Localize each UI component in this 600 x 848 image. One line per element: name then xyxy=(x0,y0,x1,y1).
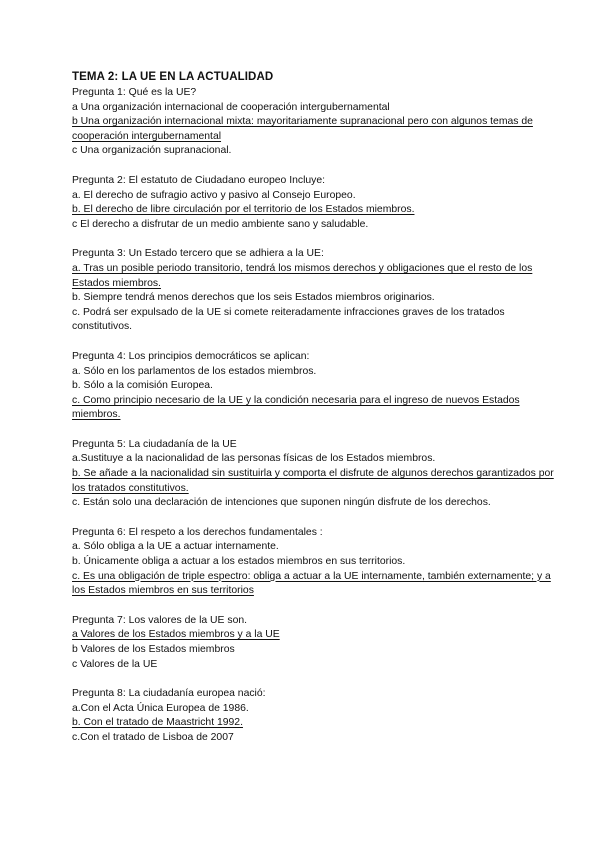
option-c-correct: c. Es una obligación de triple espectro: obliga a actuar a la UE internamente, también externamente; y a los Estados miembros en sus territorios xyxy=(72,570,551,597)
option-a: a Una organización internacional de cooperación intergubernamental xyxy=(72,101,390,113)
question-7 xyxy=(72,614,560,672)
question-4 xyxy=(72,350,560,423)
question-prompt: Pregunta 7: Los valores de la UE son. xyxy=(72,614,248,626)
option-b-correct: b Una organización internacional mixta: mayoritariamente supranacional pero con algunos temas de cooperación intergubernamental xyxy=(72,116,533,142)
question-prompt: Pregunta 6: El respeto a los derechos fundamentales : xyxy=(72,526,323,538)
option-a: a.Sustituye a la nacionalidad de las personas físicas de los Estados miembros. xyxy=(72,453,436,465)
question-8 xyxy=(72,687,560,745)
question-1 xyxy=(72,86,560,159)
option-b-correct: b. El derecho de libre circulación por el territorio de los Estados miembros. xyxy=(72,204,415,216)
option-c: c. Podrá ser expulsado de la UE si comete reiteradamente infracciones graves de los tratados constitutivos. xyxy=(72,306,505,333)
option-b: b. Siempre tendrá menos derechos que los seis Estados miembros originarios. xyxy=(72,292,435,304)
question-prompt: Pregunta 5: La ciudadanía de la UE xyxy=(72,438,237,450)
option-c-correct: c. Como principio necesario de la UE y la condición necesaria para el ingreso de nuevos Estados miembros. xyxy=(72,394,520,421)
option-c: c.Con el tratado de Lisboa de 2007 xyxy=(72,731,234,743)
option-c: c. Están solo una declaración de intenciones que suponen ningún disfrute de los derechos. xyxy=(72,497,491,509)
option-b: b. Únicamente obliga a actuar a los estados miembros en sus territorios. xyxy=(72,556,406,568)
question-prompt: Pregunta 1: Qué es la UE? xyxy=(72,87,197,98)
option-a-correct: a. Tras un posible periodo transitorio, tendrá los mismos derechos y obligaciones que el resto de los Estados miembros. xyxy=(72,262,533,289)
option-c: c Valores de la UE xyxy=(72,658,158,670)
question-5 xyxy=(72,438,560,511)
option-b-correct: b. Se añade a la nacionalidad sin sustituirla y comporta el disfrute de algunos derechos garantizados por los tratados constitutivos. xyxy=(72,468,554,494)
option-a: a.Con el Acta Única Europea de 1986. xyxy=(72,702,249,714)
question-2 xyxy=(72,174,560,232)
option-a-correct: a Valores de los Estados miembros y a la UE xyxy=(72,629,280,641)
question-prompt: Pregunta 2: El estatuto de Ciudadano europeo Incluye: xyxy=(72,174,326,186)
option-b-correct: b. Con el tratado de Maastricht 1992. xyxy=(72,717,243,729)
option-c: c Una organización supranacional. xyxy=(72,145,232,157)
option-b: b Valores de los Estados miembros xyxy=(72,644,235,655)
option-a: a. El derecho de sufragio activo y pasivo al Consejo Europeo. xyxy=(72,189,356,201)
question-prompt: Pregunta 8: La ciudadanía europea nació: xyxy=(72,688,266,700)
option-c: c El derecho a disfrutar de un medio ambiente sano y saludable. xyxy=(72,218,369,230)
question-prompt: Pregunta 3: Un Estado tercero que se adhiera a la UE: xyxy=(72,248,324,260)
document-title: TEMA 2: LA UE EN LA ACTUALIDAD xyxy=(72,71,274,83)
question-6 xyxy=(72,526,560,599)
question-3 xyxy=(72,247,560,335)
question-prompt: Pregunta 4: Los principios democráticos se aplican: xyxy=(72,350,310,362)
option-b: b. Sólo a la comisión Europea. xyxy=(72,380,213,392)
option-a: a. Sólo obliga a la UE a actuar internamente. xyxy=(72,541,279,553)
option-a: a. Sólo en los parlamentos de los estados miembros. xyxy=(72,365,317,377)
